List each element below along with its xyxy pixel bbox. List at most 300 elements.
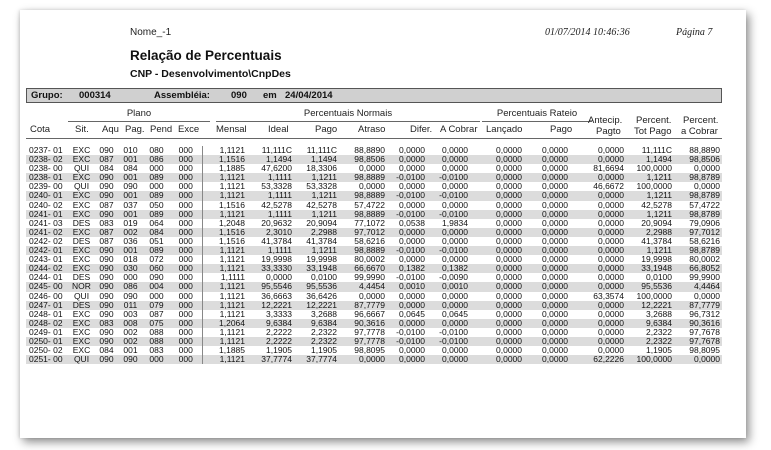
cell-exce: 000 xyxy=(178,236,193,246)
cell-antecip: 62,2226 xyxy=(570,355,626,364)
table-row xyxy=(26,310,722,319)
cell-atraso: 98,8889 xyxy=(339,210,387,219)
cell-lancado: 0,0000 xyxy=(470,355,524,364)
cell-atraso: 77,1072 xyxy=(354,218,385,228)
cell-pend: 088 xyxy=(143,337,170,346)
cell-pago-rateio: 0,0000 xyxy=(524,191,570,200)
cell-atraso: 0,0000 xyxy=(339,355,387,364)
table-row xyxy=(26,319,722,328)
cell-cota: 0247- 01 xyxy=(26,301,68,310)
cell-percent-a-cobrar: 0,0000 xyxy=(694,291,720,301)
cell-pago-rateio: 0,0000 xyxy=(542,346,568,356)
cell-pago-rateio: 0,0000 xyxy=(542,236,568,246)
cell-percent-a-cobrar: 4,4464 xyxy=(674,282,722,291)
cell-pago: 3,2688 xyxy=(311,309,337,319)
cell-pag: 001 xyxy=(118,191,143,200)
cell-antecip: 0,0000 xyxy=(570,319,626,328)
cell-pago: 1,1494 xyxy=(294,155,339,164)
cell-aqu: 090 xyxy=(99,327,114,337)
cell-a-cobrar: -0,0100 xyxy=(439,327,468,337)
cell-mensal: 1,1121 xyxy=(202,282,247,291)
report-filename: Nome_-1 xyxy=(130,27,172,38)
cell-ideal: 1,1111 xyxy=(247,210,294,219)
cell-exce: 000 xyxy=(170,301,202,310)
cell-percent-tot-pago: 100,0000 xyxy=(636,164,672,174)
cell-a-cobrar: -0,0100 xyxy=(427,337,470,346)
cell-percent-a-cobrar: 98,8789 xyxy=(674,210,722,219)
cell-percent-tot-pago: 20,9094 xyxy=(641,218,672,228)
cell-a-cobrar: 0,0000 xyxy=(427,155,470,164)
report-title: Relação de Percentuais xyxy=(130,48,282,63)
cell-percent-a-cobrar: 97,7678 xyxy=(674,337,722,346)
cell-lancado: 0,0000 xyxy=(496,327,522,337)
cell-pend: 004 xyxy=(143,282,170,291)
cell-a-cobrar: 0,0000 xyxy=(442,255,468,265)
cell-a-cobrar: 0,0000 xyxy=(442,200,468,210)
cell-difer: -0,0100 xyxy=(387,210,427,219)
cell-sit: DES xyxy=(72,236,91,246)
cell-sit: EXC xyxy=(68,246,95,255)
cell-mensal: 1,1121 xyxy=(202,301,247,310)
cell-difer: 0,0000 xyxy=(387,155,427,164)
cell-cota: 0241- 01 xyxy=(26,210,68,219)
cell-exce: 000 xyxy=(170,264,202,273)
cell-percent-tot-pago: 100,0000 xyxy=(636,182,672,192)
cell-sit: DES xyxy=(72,218,91,228)
cell-exce: 000 xyxy=(170,173,202,182)
cell-pago-rateio: 0,0000 xyxy=(524,301,570,310)
normais-rule xyxy=(216,121,480,122)
table-row xyxy=(26,255,722,264)
cell-pag: 036 xyxy=(123,236,138,246)
cell-cota: 0251- 00 xyxy=(26,355,68,364)
cell-ideal: 41,3784 xyxy=(261,236,292,246)
cell-atraso: 66,6670 xyxy=(339,264,387,273)
cell-mensal: 1,1885 xyxy=(202,346,247,355)
cell-a-cobrar: 0,0010 xyxy=(427,282,470,291)
cell-percent-tot-pago: 95,5536 xyxy=(626,282,674,291)
cell-ideal: 11,111C xyxy=(261,146,292,155)
col-a-cobrar: A Cobrar xyxy=(440,124,478,135)
cell-atraso: 0,0000 xyxy=(359,182,385,192)
cell-aqu: 090 xyxy=(95,337,118,346)
cell-percent-tot-pago: 1,1211 xyxy=(626,210,674,219)
cell-a-cobrar: 0,0000 xyxy=(442,164,468,174)
cell-ideal: 19,9998 xyxy=(261,255,292,265)
cell-pago: 1,1211 xyxy=(294,246,339,255)
cell-pag: 030 xyxy=(118,264,143,273)
cell-cota: 0248- 02 xyxy=(26,319,68,328)
col-difer: Difer. xyxy=(410,124,433,135)
cell-pend: 072 xyxy=(149,255,164,265)
cell-pago: 19,9998 xyxy=(306,255,337,265)
cell-percent-a-cobrar: 97,7678 xyxy=(689,327,720,337)
cell-pago: 1,1211 xyxy=(294,210,339,219)
cell-mensal: 1,1516 xyxy=(202,201,247,210)
cell-exce: 000 xyxy=(170,228,202,237)
cell-pag: 010 xyxy=(123,146,138,155)
cell-antecip: 0,0000 xyxy=(598,200,624,210)
cell-pago-rateio: 0,0000 xyxy=(542,182,568,192)
cell-exce: 000 xyxy=(170,210,202,219)
cell-sit: EXC xyxy=(72,346,91,356)
cell-sit: EXC xyxy=(68,337,95,346)
cell-aqu: 084 xyxy=(99,164,114,174)
cell-mensal: 1,1516 xyxy=(202,228,247,237)
cell-percent-a-cobrar: 98,8789 xyxy=(674,173,722,182)
cell-pago: 1,1211 xyxy=(294,173,339,182)
cell-atraso: 57,4722 xyxy=(354,200,385,210)
cell-atraso: 90,3616 xyxy=(339,319,387,328)
cell-difer: 0,0000 xyxy=(399,236,425,246)
cell-a-cobrar: -0,0100 xyxy=(427,173,470,182)
cell-mensal: 1,1885 xyxy=(202,164,247,173)
cell-a-cobrar: 0,0000 xyxy=(442,146,468,155)
cell-difer: 0,0000 xyxy=(387,228,427,237)
cell-aqu: 090 xyxy=(95,210,118,219)
cell-exce: 000 xyxy=(178,273,193,283)
cell-antecip: 0,0000 xyxy=(570,282,626,291)
cell-sit: EXC xyxy=(72,309,91,319)
cell-pago-rateio: 0,0000 xyxy=(542,291,568,301)
table-row xyxy=(26,219,722,228)
cell-a-cobrar: -0,0100 xyxy=(427,246,470,255)
cell-aqu: 090 xyxy=(99,146,114,155)
cell-pag: 001 xyxy=(118,210,143,219)
col-percent-tot-line2: Tot Pago xyxy=(634,126,672,137)
cell-a-cobrar: 0,0000 xyxy=(442,291,468,301)
cell-a-cobrar: 0,0000 xyxy=(442,236,468,246)
cell-difer: -0,0100 xyxy=(387,191,427,200)
cell-cota: 0249- 01 xyxy=(29,327,63,337)
table-row xyxy=(26,155,722,164)
cell-percent-a-cobrar: 57,4722 xyxy=(689,200,720,210)
cell-a-cobrar: -0,0100 xyxy=(427,191,470,200)
cell-antecip: 0,0000 xyxy=(570,155,626,164)
cell-pag: 086 xyxy=(118,282,143,291)
col-percent-tot-line1: Percent. xyxy=(636,115,672,126)
table-row xyxy=(26,228,722,237)
table-row xyxy=(26,246,722,255)
cell-atraso: 96,6667 xyxy=(354,309,385,319)
cell-pago: 12,2221 xyxy=(294,301,339,310)
cell-cota: 0241- 02 xyxy=(26,228,68,237)
cell-atraso: 98,8889 xyxy=(339,191,387,200)
cell-aqu: 090 xyxy=(95,282,118,291)
cell-exce: 000 xyxy=(178,291,193,301)
cell-pend: 050 xyxy=(149,200,164,210)
cell-pag: 001 xyxy=(123,346,138,356)
cell-ideal: 1,1111 xyxy=(247,191,294,200)
table-row xyxy=(26,210,722,219)
cell-difer: 0,0000 xyxy=(399,200,425,210)
cell-antecip: 63,3574 xyxy=(593,291,624,301)
cell-atraso: 97,7778 xyxy=(354,327,385,337)
cell-percent-tot-pago: 1,1211 xyxy=(626,173,674,182)
cell-difer: -0,0100 xyxy=(387,246,427,255)
cell-exce: 000 xyxy=(178,200,193,210)
cell-aqu: 087 xyxy=(99,236,114,246)
cell-ideal: 36,6663 xyxy=(261,291,292,301)
cell-percent-a-cobrar: 0,0000 xyxy=(694,164,720,174)
cell-exce: 000 xyxy=(178,327,193,337)
cell-difer: -0,0100 xyxy=(387,173,427,182)
cell-percent-tot-pago: 2,2322 xyxy=(626,337,674,346)
cell-antecip: 46,6672 xyxy=(593,182,624,192)
cell-cota: 0239- 00 xyxy=(29,182,63,192)
cell-atraso: 99,9990 xyxy=(354,273,385,283)
cell-pago-rateio: 0,0000 xyxy=(524,264,570,273)
cell-pag: 000 xyxy=(123,273,138,283)
cell-sit: EXC xyxy=(68,319,95,328)
cell-mensal: 1,1121 xyxy=(202,355,247,364)
cell-pend: 089 xyxy=(143,210,170,219)
assembly-value: 090 xyxy=(231,90,247,101)
normais-group-header: Percentuais Normais xyxy=(303,108,393,119)
cell-a-cobrar: 1,9834 xyxy=(442,218,468,228)
cell-cota: 0248- 01 xyxy=(29,309,63,319)
cell-pend: 064 xyxy=(149,218,164,228)
cell-percent-a-cobrar: 96,7312 xyxy=(689,309,720,319)
col-pag: Pag. xyxy=(125,124,145,135)
cell-pend: 080 xyxy=(149,146,164,155)
cell-pago-rateio: 0,0000 xyxy=(524,337,570,346)
cell-exce: 000 xyxy=(178,182,193,192)
cell-pend: 088 xyxy=(149,327,164,337)
cell-antecip: 0,0000 xyxy=(570,210,626,219)
cell-pag: 002 xyxy=(118,337,143,346)
cell-pago: 37,7774 xyxy=(294,355,339,364)
cell-pago-rateio: 0,0000 xyxy=(524,319,570,328)
col-sit: Sit. xyxy=(75,124,89,135)
cell-aqu: 090 xyxy=(95,173,118,182)
cell-percent-tot-pago: 1,1211 xyxy=(626,246,674,255)
cell-aqu: 090 xyxy=(95,355,118,364)
cell-pago: 53,3328 xyxy=(306,182,337,192)
cell-lancado: 0,0000 xyxy=(496,218,522,228)
col-pago: Pago xyxy=(315,124,338,135)
cell-atraso: 4,4454 xyxy=(339,282,387,291)
cell-sit: EXC xyxy=(72,146,91,155)
cell-pago: 2,2322 xyxy=(294,337,339,346)
cell-sit: EXC xyxy=(68,173,95,182)
cell-ideal: 1,1905 xyxy=(266,346,292,356)
cell-lancado: 0,0000 xyxy=(496,146,522,155)
cell-ideal: 20,9632 xyxy=(261,218,292,228)
cell-pend: 000 xyxy=(149,182,164,192)
cell-atraso: 0,0000 xyxy=(359,164,385,174)
cell-antecip: 0,0000 xyxy=(598,146,624,155)
cell-atraso: 80,0002 xyxy=(354,255,385,265)
cell-mensal: 1,1121 xyxy=(202,191,247,200)
cell-sit: QUI xyxy=(68,355,95,364)
cell-aqu: 090 xyxy=(99,273,114,283)
cell-pend: 060 xyxy=(143,264,170,273)
cell-aqu: 090 xyxy=(99,309,114,319)
cell-cota: 0238- 01 xyxy=(26,173,68,182)
cell-mensal: 1,2064 xyxy=(202,319,247,328)
assembly-em-label: em xyxy=(263,90,277,101)
table-row xyxy=(26,273,722,282)
cell-pend: 000 xyxy=(143,355,170,364)
cell-mensal: 1,1121 xyxy=(202,292,247,301)
cell-atraso: 98,8095 xyxy=(354,346,385,356)
cell-a-cobrar: 0,0000 xyxy=(442,346,468,356)
cell-pago: 9,6384 xyxy=(294,319,339,328)
col-exce: Exce xyxy=(178,124,200,135)
cell-atraso: 97,7778 xyxy=(339,337,387,346)
cell-pago-rateio: 0,0000 xyxy=(524,282,570,291)
cell-percent-a-cobrar: 99,9900 xyxy=(689,273,720,283)
cell-a-cobrar: 0,0000 xyxy=(427,301,470,310)
cell-percent-tot-pago: 100,0000 xyxy=(636,291,672,301)
col-lancado: Lançado xyxy=(486,124,523,135)
cell-mensal: 1,1516 xyxy=(202,155,247,164)
col-percent-cob-line2: a Cobrar xyxy=(681,126,718,137)
cell-pago-rateio: 0,0000 xyxy=(524,246,570,255)
cell-percent-tot-pago: 9,6384 xyxy=(626,319,674,328)
cell-pago-rateio: 0,0000 xyxy=(542,273,568,283)
cell-pag: 018 xyxy=(123,255,138,265)
cell-antecip: 0,0000 xyxy=(598,236,624,246)
assembly-date: 24/04/2014 xyxy=(285,90,333,101)
cell-lancado: 0,0000 xyxy=(496,291,522,301)
cell-cota: 0246- 00 xyxy=(29,291,63,301)
plano-rule xyxy=(68,121,210,122)
report-datetime: 01/07/2014 10:46:36 xyxy=(545,27,630,38)
cell-exce: 000 xyxy=(170,355,202,364)
cell-pago-rateio: 0,0000 xyxy=(542,200,568,210)
cell-ideal: 33,3330 xyxy=(247,264,294,273)
header-rule xyxy=(26,138,722,139)
cell-cota: 0238- 00 xyxy=(29,164,63,174)
cell-cota: 0237- 01 xyxy=(29,146,63,155)
cell-pago-rateio: 0,0000 xyxy=(542,164,568,174)
cell-pend: 079 xyxy=(143,301,170,310)
report-subtitle: CNP - Desenvolvimento\CnpDes xyxy=(130,68,291,80)
table-row xyxy=(26,201,722,210)
cell-pend: 089 xyxy=(143,191,170,200)
cell-a-cobrar: 0,0000 xyxy=(427,319,470,328)
cell-percent-a-cobrar: 80,0002 xyxy=(689,255,720,265)
cell-pag: 008 xyxy=(118,319,143,328)
cell-aqu: 090 xyxy=(99,182,114,192)
cell-lancado: 0,0000 xyxy=(470,301,524,310)
col-pend: Pend xyxy=(150,124,173,135)
cell-pag: 001 xyxy=(118,246,143,255)
table-row xyxy=(26,328,722,337)
cell-pago-rateio: 0,0000 xyxy=(524,355,570,364)
cell-aqu: 083 xyxy=(95,319,118,328)
cell-pag: 001 xyxy=(118,173,143,182)
cell-antecip: 0,0000 xyxy=(570,264,626,273)
cell-difer: 0,0000 xyxy=(399,346,425,356)
cell-percent-a-cobrar: 58,6216 xyxy=(689,236,720,246)
cell-antecip: 0,0000 xyxy=(598,218,624,228)
page-number: Página 7 xyxy=(676,27,713,38)
cell-percent-a-cobrar: 87,7779 xyxy=(674,301,722,310)
cell-pend: 075 xyxy=(143,319,170,328)
cell-difer: 0,0538 xyxy=(399,218,425,228)
table-row xyxy=(26,173,722,182)
cell-exce: 000 xyxy=(170,319,202,328)
cell-percent-tot-pago: 19,9998 xyxy=(641,255,672,265)
cell-exce: 000 xyxy=(170,246,202,255)
cell-percent-a-cobrar: 98,8789 xyxy=(674,191,722,200)
cell-antecip: 0,0000 xyxy=(598,255,624,265)
cell-difer: 0,0000 xyxy=(387,319,427,328)
cell-pago: 33,1948 xyxy=(294,264,339,273)
cell-cota: 0242- 01 xyxy=(26,246,68,255)
cell-antecip: 0,0000 xyxy=(570,228,626,237)
cell-mensal: 1,1111 xyxy=(202,273,247,282)
cell-pag: 019 xyxy=(123,218,138,228)
cell-sit: EXC xyxy=(68,264,95,273)
table-row xyxy=(26,346,722,355)
cell-a-cobrar: 0,0000 xyxy=(427,228,470,237)
cell-difer: -0,0100 xyxy=(396,327,425,337)
cell-mensal: 1,1121 xyxy=(202,264,247,273)
cell-lancado: 0,0000 xyxy=(470,210,524,219)
cell-lancado: 0,0000 xyxy=(496,309,522,319)
cell-cota: 0244- 01 xyxy=(29,273,63,283)
cell-pago: 20,9094 xyxy=(306,218,337,228)
cell-exce: 000 xyxy=(170,337,202,346)
cell-ideal: 1,1494 xyxy=(247,155,294,164)
cell-lancado: 0,0000 xyxy=(496,164,522,174)
cell-cota: 0242- 02 xyxy=(29,236,63,246)
col-cota: Cota xyxy=(30,124,51,135)
cell-a-cobrar: 0,0000 xyxy=(442,182,468,192)
cell-cota: 0240- 01 xyxy=(26,191,68,200)
cell-pag: 084 xyxy=(123,164,138,174)
cell-atraso: 98,8506 xyxy=(339,155,387,164)
col-mensal: Mensal xyxy=(216,124,247,135)
cell-percent-tot-pago: 2,2988 xyxy=(626,228,674,237)
cell-percent-tot-pago: 12,2221 xyxy=(626,301,674,310)
cell-percent-a-cobrar: 0,0000 xyxy=(694,182,720,192)
cell-percent-a-cobrar: 98,8506 xyxy=(674,155,722,164)
cell-difer: 0,0000 xyxy=(399,291,425,301)
cell-difer: 0,0000 xyxy=(399,146,425,155)
cell-a-cobrar: 0,0000 xyxy=(427,355,470,364)
cell-atraso: 98,8889 xyxy=(339,173,387,182)
cell-sit: EXC xyxy=(72,200,91,210)
table-row xyxy=(26,337,722,346)
cell-percent-a-cobrar: 98,8095 xyxy=(689,346,720,356)
cell-sit: EXC xyxy=(72,327,91,337)
cell-ideal: 2,2222 xyxy=(247,337,294,346)
table-row xyxy=(26,191,722,200)
cell-percent-tot-pago: 11,111C xyxy=(641,146,672,155)
cell-ideal: 2,3010 xyxy=(247,228,294,237)
cell-pag: 090 xyxy=(123,182,138,192)
cell-aqu: 083 xyxy=(99,218,114,228)
cell-pago: 0,0100 xyxy=(311,273,337,283)
cell-mensal: 1,1121 xyxy=(202,210,247,219)
cell-sit: EXC xyxy=(68,191,95,200)
plano-group-header: Plano xyxy=(126,108,152,119)
rateio-group-header: Percentuais Rateio xyxy=(496,108,578,119)
cell-pag: 037 xyxy=(123,200,138,210)
cell-lancado: 0,0000 xyxy=(470,282,524,291)
cell-antecip: 0,0000 xyxy=(598,309,624,319)
col-antecip-line2: Pagto xyxy=(596,126,621,137)
cell-percent-tot-pago: 0,0100 xyxy=(646,273,672,283)
col-ideal: Ideal xyxy=(268,124,289,135)
table-row xyxy=(26,301,722,310)
cell-lancado: 0,0000 xyxy=(470,155,524,164)
